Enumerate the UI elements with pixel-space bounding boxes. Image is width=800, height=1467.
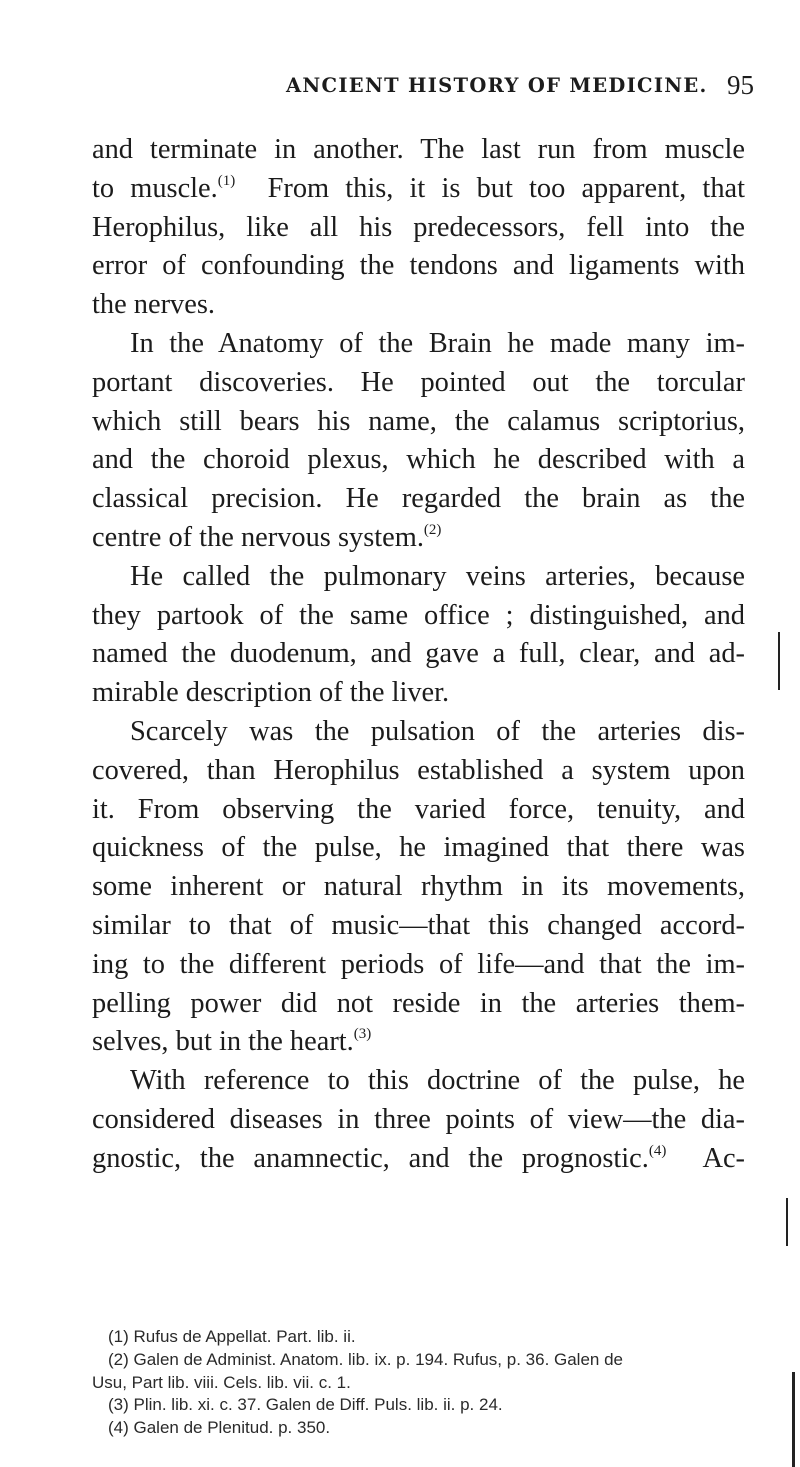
text-line: the nerves. — [92, 289, 215, 321]
footnote-ref: (1) — [217, 172, 236, 189]
text-line: error of confounding the tendons and ligaments with — [92, 250, 745, 282]
text-line: and terminate in another. The last run from muscle — [92, 134, 745, 165]
text-line: He called the pulmonary veins arteries, because — [130, 560, 745, 592]
footnote-continuation: Usu, Part lib. viii. Cels. lib. vii. c. 1. — [92, 1372, 351, 1392]
text-line: Herophilus, like all his predecessors, fell into the — [92, 211, 745, 243]
footnotes — [92, 1326, 752, 1440]
footnote: (2) Galen de Administ. Anatom. lib. ix. p. 194. Rufus, p. 36. Galen de — [108, 1349, 624, 1369]
text-segment: to muscle. — [92, 172, 218, 204]
text-line: portant discoveries. He pointed out the torcular — [92, 366, 745, 398]
text-line: some inherent or natural rhythm in its movements, — [92, 871, 745, 903]
text-line — [92, 1023, 745, 1062]
footnote: (1) Rufus de Appellat. Part. lib. ii. — [108, 1327, 356, 1346]
text-line: With reference to this doctrine of the pulse, he — [130, 1065, 745, 1097]
text-segment: centre of the nervous system. — [92, 521, 424, 553]
text-segment: From this, it is but too apparent, that — [267, 172, 746, 204]
footnote-ref: (3) — [353, 1026, 372, 1043]
text-line — [92, 1140, 745, 1179]
text-line: they partook of the same office ; distinguished, and — [92, 599, 745, 631]
text-line: it. From observing the varied force, tenuity, and — [92, 793, 745, 825]
footnote-ref: (4) — [648, 1142, 667, 1159]
text-line: covered, than Herophilus established a system upon — [92, 754, 745, 786]
page-number: 95 — [727, 70, 754, 100]
footnote-ref: (2) — [423, 521, 442, 538]
text-line — [92, 170, 745, 209]
running-title: ANCIENT HISTORY OF MEDICINE. — [286, 74, 708, 97]
text-segment: selves, but in the heart. — [92, 1026, 354, 1058]
text-line: ing to the different periods of life—and that the im- — [92, 948, 745, 980]
text-line: which still bears his name, the calamus scriptorius, — [92, 405, 745, 437]
scan-edge-mark — [792, 1372, 795, 1467]
text-line: mirable description of the liver. — [92, 677, 450, 709]
text-line: and the choroid plexus, which he described with a — [92, 444, 745, 476]
text-line: In the Anatomy of the Brain he made many im- — [130, 327, 745, 359]
text-line: pelling power did not reside in the arteries them- — [92, 987, 745, 1019]
scan-edge-mark — [778, 632, 780, 690]
footnote: (4) Galen de Plenitud. p. 350. — [108, 1418, 331, 1438]
text-line: considered diseases in three points of view—the dia- — [92, 1103, 745, 1135]
body-text — [92, 131, 745, 1179]
text-line: similar to that of music—that this changed accord- — [92, 909, 745, 941]
text-line: quickness of the pulse, he imagined that there was — [92, 832, 745, 864]
scan-edge-mark — [786, 1198, 788, 1246]
page-header — [0, 70, 800, 106]
footnote: (3) Plin. lib. xi. c. 37. Galen de Diff. Puls. lib. ii. p. 24. — [108, 1395, 503, 1415]
text-segment: Ac- — [702, 1142, 745, 1174]
text-segment: gnostic, the anamnectic, and the prognostic. — [92, 1142, 649, 1174]
text-line: named the duodenum, and gave a full, clear, and ad- — [92, 638, 745, 670]
text-line — [92, 519, 745, 558]
text-line: classical precision. He regarded the brain as the — [92, 483, 745, 515]
text-line: Scarcely was the pulsation of the arteries dis- — [130, 715, 745, 747]
